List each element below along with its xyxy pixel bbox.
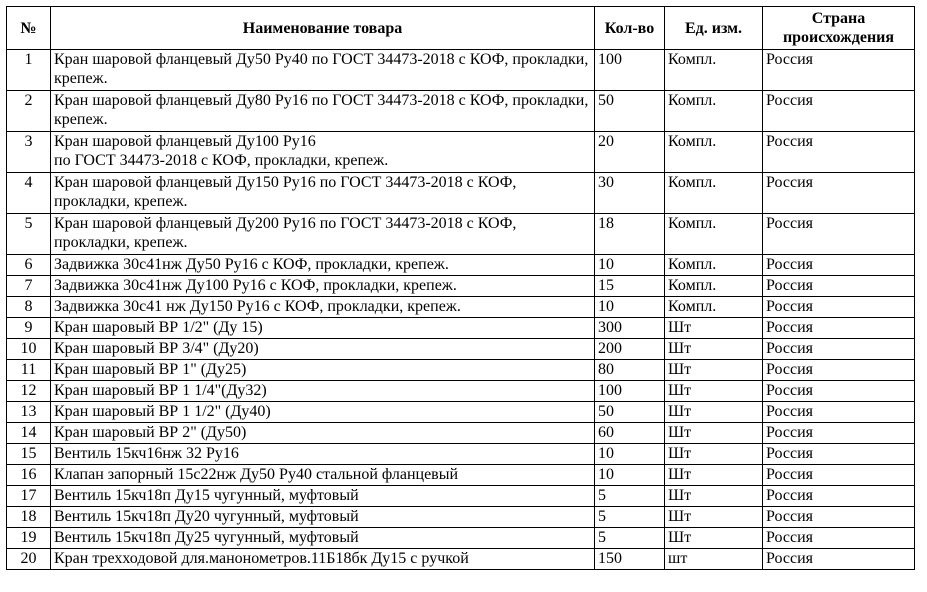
table-row <box>7 276 915 297</box>
header-unit: Ед. изм. <box>665 7 763 50</box>
row-number: 20 <box>7 549 51 570</box>
row-number: 9 <box>7 318 51 339</box>
row-country: Россия <box>763 91 915 132</box>
row-number: 10 <box>7 339 51 360</box>
row-product-name: Вентиль 15кч16нж 32 Ру16 <box>51 444 595 465</box>
row-product-name: Вентиль 15кч18п Ду15 чугунный, муфтовый <box>51 486 595 507</box>
row-unit: Шт <box>665 444 763 465</box>
row-product-name: Кран шаровой фланцевый Ду150 Ру16 по ГОСТ 34473-2018 с КОФ, прокладки, крепеж. <box>51 173 595 214</box>
row-quantity: 300 <box>595 318 665 339</box>
row-unit: Компл. <box>665 214 763 255</box>
row-quantity: 80 <box>595 360 665 381</box>
row-unit: Компл. <box>665 50 763 91</box>
row-country: Россия <box>763 339 915 360</box>
row-number: 5 <box>7 214 51 255</box>
row-quantity: 15 <box>595 276 665 297</box>
table-row <box>7 132 915 173</box>
table-row <box>7 173 915 214</box>
row-product-name: Вентиль 15кч18п Ду25 чугунный, муфтовый <box>51 528 595 549</box>
table-row <box>7 297 915 318</box>
row-unit: Шт <box>665 360 763 381</box>
row-quantity: 150 <box>595 549 665 570</box>
table-row <box>7 528 915 549</box>
row-country: Россия <box>763 297 915 318</box>
row-unit: Компл. <box>665 173 763 214</box>
table-body <box>7 50 915 570</box>
row-country: Россия <box>763 173 915 214</box>
row-number: 19 <box>7 528 51 549</box>
row-quantity: 10 <box>595 297 665 318</box>
header-country: Страна происхождения <box>763 7 915 50</box>
table-row <box>7 255 915 276</box>
table-row <box>7 423 915 444</box>
row-product-name: Кран шаровый ВР 1/2" (Ду 15) <box>51 318 595 339</box>
row-number: 8 <box>7 297 51 318</box>
table-row <box>7 360 915 381</box>
row-quantity: 10 <box>595 255 665 276</box>
row-country: Россия <box>763 50 915 91</box>
row-country: Россия <box>763 465 915 486</box>
row-country: Россия <box>763 276 915 297</box>
row-product-name: Задвижка 30с41нж Ду100 Ру16 с КОФ, прокладки, крепеж. <box>51 276 595 297</box>
row-number: 11 <box>7 360 51 381</box>
header-name: Наименование товара <box>51 7 595 50</box>
row-number: 13 <box>7 402 51 423</box>
table-row <box>7 91 915 132</box>
row-quantity: 30 <box>595 173 665 214</box>
row-quantity: 10 <box>595 444 665 465</box>
row-unit: Компл. <box>665 255 763 276</box>
row-quantity: 200 <box>595 339 665 360</box>
row-country: Россия <box>763 381 915 402</box>
row-product-name: Кран трехходовой для.манонометров.11Б18бк Ду15 с ручкой <box>51 549 595 570</box>
row-number: 17 <box>7 486 51 507</box>
table-row <box>7 381 915 402</box>
row-country: Россия <box>763 549 915 570</box>
row-country: Россия <box>763 486 915 507</box>
row-number: 2 <box>7 91 51 132</box>
row-number: 1 <box>7 50 51 91</box>
row-product-name: Кран шаровой фланцевый Ду50 Ру40 по ГОСТ 34473-2018 с КОФ, прокладки, крепеж. <box>51 50 595 91</box>
row-number: 16 <box>7 465 51 486</box>
row-unit: Шт <box>665 423 763 444</box>
row-product-name: Клапан запорный 15с22нж Ду50 Ру40 стальной фланцевый <box>51 465 595 486</box>
row-unit: Компл. <box>665 297 763 318</box>
row-country: Россия <box>763 214 915 255</box>
row-unit: Шт <box>665 507 763 528</box>
row-quantity: 18 <box>595 214 665 255</box>
row-unit: Шт <box>665 402 763 423</box>
row-number: 3 <box>7 132 51 173</box>
row-quantity: 50 <box>595 91 665 132</box>
row-unit: Компл. <box>665 132 763 173</box>
row-number: 6 <box>7 255 51 276</box>
table-row <box>7 507 915 528</box>
row-country: Россия <box>763 402 915 423</box>
row-product-name: Вентиль 15кч18п Ду20 чугунный, муфтовый <box>51 507 595 528</box>
row-country: Россия <box>763 132 915 173</box>
row-product-name: Кран шаровой фланцевый Ду80 Ру16 по ГОСТ 34473-2018 с КОФ, прокладки, крепеж. <box>51 91 595 132</box>
row-product-name: Задвижка 30с41 нж Ду150 Ру16 с КОФ, прокладки, крепеж. <box>51 297 595 318</box>
row-unit: Шт <box>665 465 763 486</box>
table-row <box>7 549 915 570</box>
table-row <box>7 50 915 91</box>
row-product-name: Кран шаровый ВР 2" (Ду50) <box>51 423 595 444</box>
row-number: 7 <box>7 276 51 297</box>
row-product-name: Задвижка 30с41нж Ду50 Ру16 с КОФ, прокладки, крепеж. <box>51 255 595 276</box>
table-row <box>7 339 915 360</box>
header-num: № <box>7 7 51 50</box>
row-quantity: 20 <box>595 132 665 173</box>
row-unit: Шт <box>665 339 763 360</box>
row-country: Россия <box>763 360 915 381</box>
row-product-name: Кран шаровый ВР 3/4" (Ду20) <box>51 339 595 360</box>
row-number: 12 <box>7 381 51 402</box>
row-quantity: 5 <box>595 486 665 507</box>
goods-table <box>6 6 915 570</box>
row-number: 15 <box>7 444 51 465</box>
row-quantity: 60 <box>595 423 665 444</box>
row-product-name: Кран шаровый ВР 1 1/2" (Ду40) <box>51 402 595 423</box>
row-quantity: 50 <box>595 402 665 423</box>
row-country: Россия <box>763 255 915 276</box>
header-qty: Кол-во <box>595 7 665 50</box>
row-product-name: Кран шаровый ВР 1 1/4"(Ду32) <box>51 381 595 402</box>
row-quantity: 100 <box>595 50 665 91</box>
table-header-row <box>7 7 915 50</box>
row-country: Россия <box>763 318 915 339</box>
row-country: Россия <box>763 507 915 528</box>
document-page <box>6 6 915 570</box>
row-number: 18 <box>7 507 51 528</box>
row-number: 14 <box>7 423 51 444</box>
row-unit: Шт <box>665 486 763 507</box>
row-product-name: Кран шаровой фланцевый Ду200 Ру16 по ГОСТ 34473-2018 с КОФ, прокладки, крепеж. <box>51 214 595 255</box>
row-unit: Шт <box>665 528 763 549</box>
table-row <box>7 214 915 255</box>
row-quantity: 10 <box>595 465 665 486</box>
table-row <box>7 465 915 486</box>
row-unit: Шт <box>665 318 763 339</box>
row-number: 4 <box>7 173 51 214</box>
row-quantity: 5 <box>595 507 665 528</box>
row-product-name: Кран шаровый ВР 1" (Ду25) <box>51 360 595 381</box>
table-row <box>7 402 915 423</box>
row-country: Россия <box>763 423 915 444</box>
row-unit: Компл. <box>665 91 763 132</box>
table-row <box>7 318 915 339</box>
row-unit: Шт <box>665 381 763 402</box>
row-unit: шт <box>665 549 763 570</box>
row-quantity: 100 <box>595 381 665 402</box>
row-quantity: 5 <box>595 528 665 549</box>
row-country: Россия <box>763 528 915 549</box>
row-unit: Компл. <box>665 276 763 297</box>
row-product-name: Кран шаровой фланцевый Ду100 Ру16 по ГОСТ 34473-2018 с КОФ, прокладки, крепеж. <box>51 132 595 173</box>
table-row <box>7 444 915 465</box>
row-country: Россия <box>763 444 915 465</box>
table-row <box>7 486 915 507</box>
